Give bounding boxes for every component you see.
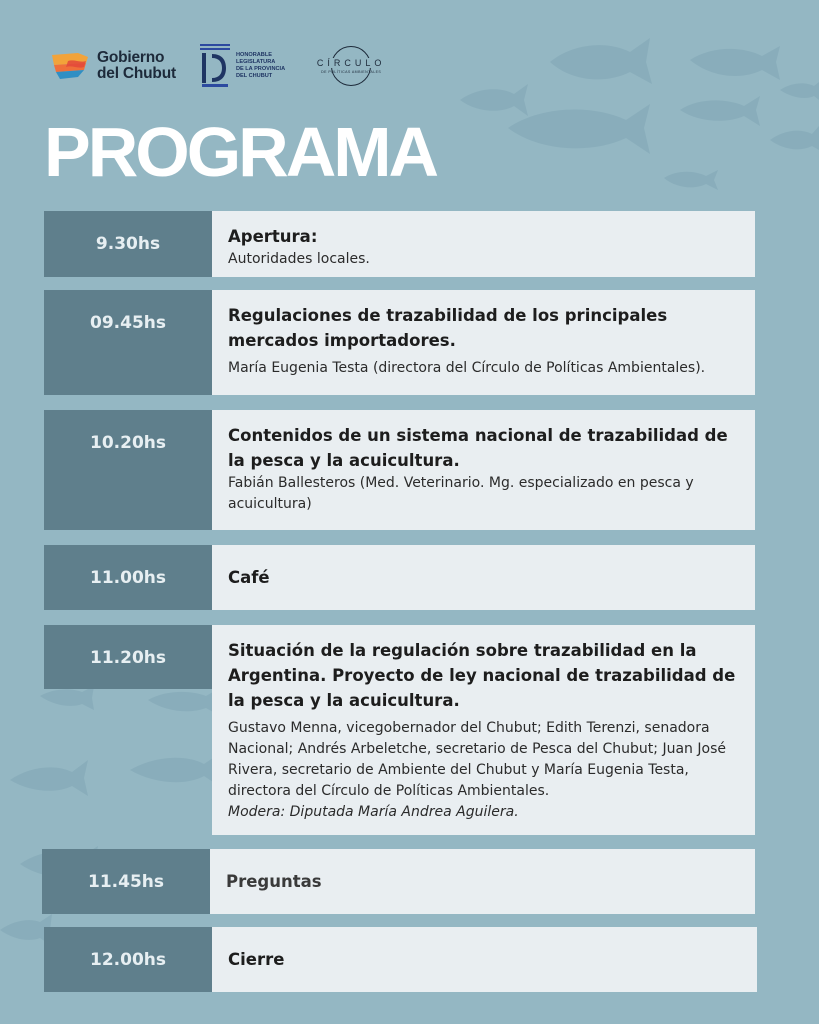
session-title: Café — [228, 568, 270, 587]
gobierno-chubut-logo — [48, 49, 176, 83]
session-description: Fabián Ballesteros (Med. Veterinario. Mg. especializado en pesca y acuicultura) — [228, 475, 694, 512]
page-title: PROGRAMA — [44, 113, 437, 191]
legislatura-emblem-icon — [198, 42, 232, 90]
time-cell: 10.20hs — [44, 410, 212, 530]
content-cell — [212, 625, 755, 835]
session-description: María Eugenia Testa (directora del Círculo de Políticas Ambientales). — [228, 360, 706, 376]
session-title: Regulaciones de trazabilidad de los principales mercados importadores. — [228, 306, 668, 350]
content-cell — [210, 849, 755, 914]
content-cell — [212, 545, 755, 610]
schedule-row — [44, 410, 755, 530]
session-title: Apertura: — [228, 227, 318, 246]
gobierno-line2: del Chubut — [97, 65, 176, 82]
gobierno-line1: Gobierno — [97, 49, 165, 66]
time-cell: 11.20hs — [44, 625, 212, 689]
schedule-row — [44, 545, 755, 610]
session-moderator: Modera: Diputada María Andrea Aguilera. — [228, 804, 519, 820]
chubut-map-icon — [48, 49, 92, 83]
content-cell — [212, 927, 757, 992]
schedule-row — [44, 927, 757, 992]
time-cell: 11.45hs — [42, 849, 210, 914]
session-title: Situación de la regulación sobre trazabilidad en la Argentina. Proyecto de ley nacional de trazabilidad de la pesca y la acuicultura. — [228, 641, 736, 710]
time-cell: 12.00hs — [44, 927, 212, 992]
session-description: Autoridades locales. — [228, 251, 370, 267]
legislatura-logo — [198, 42, 285, 90]
time-cell: 11.00hs — [44, 545, 212, 610]
circulo-logo — [309, 44, 393, 88]
time-cell: 09.45hs — [44, 290, 212, 395]
schedule-row — [44, 625, 755, 835]
legislatura-line-2: LEGISLATURA — [235, 59, 276, 65]
schedule-row — [44, 211, 755, 277]
session-title: Contenidos de un sistema nacional de trazabilidad de la pesca y la acuicultura. — [228, 426, 728, 470]
content-cell — [212, 410, 755, 530]
schedule-row — [42, 849, 755, 914]
logos-header — [48, 38, 393, 94]
session-title: Preguntas — [226, 872, 322, 891]
session-title: Cierre — [228, 950, 285, 969]
legislatura-line-1: HONORABLE — [235, 52, 272, 58]
content-cell — [212, 290, 755, 395]
legislatura-line-4: DEL CHUBUT — [235, 73, 273, 79]
circulo-name: CÍRCULO — [309, 58, 393, 68]
time-cell: 9.30hs — [44, 211, 212, 277]
circulo-subtitle: DE POLÍTICAS AMBIENTALES — [321, 70, 382, 74]
legislatura-line-3: DE LA PROVINCIA — [235, 66, 286, 72]
content-cell — [212, 211, 755, 277]
session-description: Gustavo Menna, vicegobernador del Chubut; Edith Terenzi, senadora Nacional; Andrés Arbeletche, secretario de Pesca del Chubut; Juan José Rivera, secretario de Ambiente del Chubut y María Eugenia Testa, directora del Círculo de Políticas Ambientales. — [228, 720, 726, 799]
schedule-row — [44, 290, 755, 395]
